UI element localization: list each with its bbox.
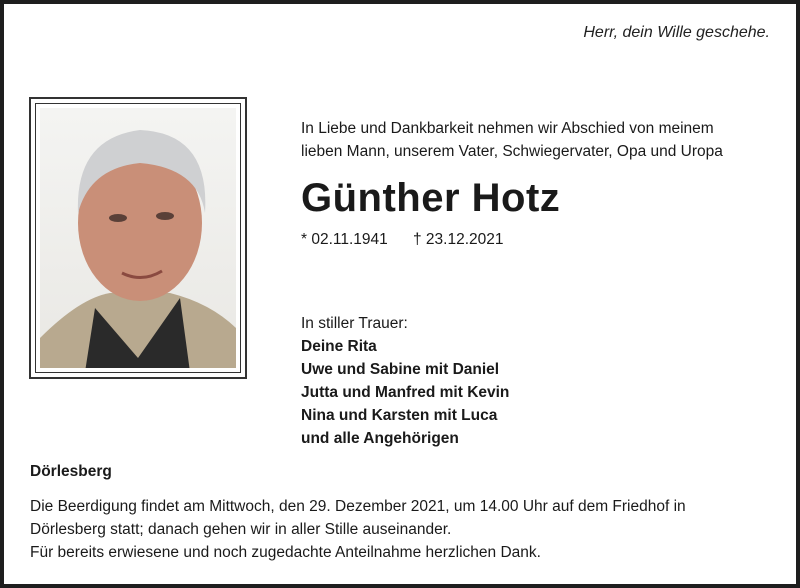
portrait-frame [29, 97, 247, 379]
funeral-line-2: Dörlesberg statt; danach gehen wir in aller Stille auseinander. [30, 521, 452, 538]
mourner: Nina und Karsten mit Luca [301, 407, 498, 424]
mourner: Jutta und Manfred mit Kevin [301, 384, 510, 401]
intro-line-2: lieben Mann, unserem Vater, Schwiegervater, Opa und Uropa [301, 143, 723, 160]
motto: Herr, dein Wille geschehe. [583, 24, 770, 41]
death-date: † 23.12.2021 [413, 231, 504, 248]
mourners-heading: In stiller Trauer: [301, 315, 408, 332]
intro-line-1: In Liebe und Dankbarkeit nehmen wir Abschied von meinem [301, 120, 714, 137]
portrait-photo [40, 108, 236, 368]
mourner: und alle Angehörigen [301, 430, 459, 447]
place: Dörlesberg [30, 463, 112, 480]
birth-date: * 02.11.1941 [301, 231, 388, 248]
mourner: Deine Rita [301, 338, 377, 355]
mourner: Uwe und Sabine mit Daniel [301, 361, 500, 378]
funeral-line-3: Für bereits erwiesene und noch zugedachte Anteilnahme herzlichen Dank. [30, 544, 541, 561]
funeral-line-1: Die Beerdigung findet am Mittwoch, den 29. Dezember 2021, um 14.00 Uhr auf dem Friedhof in [30, 498, 686, 515]
deceased-name: Günther Hotz [301, 176, 561, 220]
obituary-notice [4, 4, 796, 584]
